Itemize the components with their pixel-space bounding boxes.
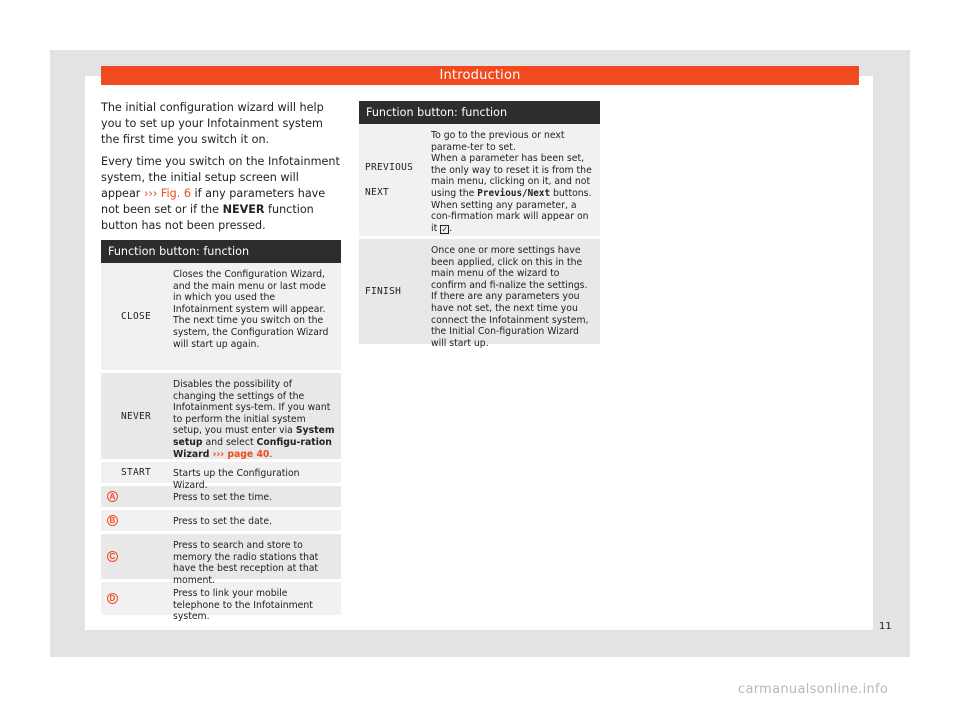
previous-next-buttons-ref: Previous/Next [477,187,551,199]
function-table-right [359,101,600,347]
previous-next-text-d: When setting any parameter, a con-firmation mark will appear on it [431,199,589,234]
intro-paragraph-2 [101,154,341,234]
finish-text-b: If there are any parameters you have not set, the next time you connect the Infotainment system, the Initial Con-figuration Wizard will start up. [431,291,589,349]
circled-letter-d-icon: D [107,593,118,604]
configuration-wizard-ref: Configu-ration Wizard [173,436,332,460]
intro-text-a: Every time you switch on the Infotainment system, the initial setup screen will appear [101,155,340,200]
circled-letter-b-icon: B [107,515,118,526]
table-row [101,534,341,586]
section-header: Introduction [101,66,859,85]
table-row [101,486,341,510]
never-description [171,373,341,459]
previous-next-key [359,124,429,236]
previous-next-text-c: buttons. [550,187,592,199]
finish-text-a: Once one or more settings have been applied, click on this in the main menu of the wizard to confirm and fi-nalize the settings. [431,245,588,291]
never-button-ref: NEVER [222,203,265,216]
button-c-description: Press to search and store to memory the radio stations that have the best reception at that moment. [173,540,319,586]
table-row [101,462,341,491]
table-row [359,124,600,239]
circled-letter-c-icon: C [107,551,118,562]
intro-text-c: function button has not been pressed. [101,203,314,232]
previous-next-text-b-wrap [431,153,594,199]
watermark: carmanualsonline.info [738,682,889,697]
intro-paragraph-1: The initial configuration wizard will help you to set up your Infotainment system the first time you switch it on. [101,101,324,146]
button-a-key [101,486,171,507]
button-d-description: Press to link your mobile telephone to the Infotainment system. [173,588,313,623]
page-number: 11 [879,621,892,632]
intro-text-b: if any parameters have not been set or if the [101,187,326,216]
table-row [101,373,341,462]
button-d-key [101,582,171,615]
function-table-left [101,240,341,623]
never-text-c: . [269,448,273,460]
previous-next-description [429,124,600,236]
start-description: Starts up the Configuration Wizard. [173,468,300,491]
never-key: NEVER [120,410,152,422]
close-description: Closes the Configuration Wizard, and the main menu or last mode in which you used the Infotainment system will appear. The next time you switch on the system, the Configuration Wizard will start up again. [173,269,329,350]
page-40-link[interactable]: ››› page 40 [209,448,270,460]
table-header: Function button: function [101,240,341,263]
system-setup-ref: System setup [173,425,335,448]
table-header: Function button: function [359,101,600,124]
previous-next-text-d-wrap: When setting any parameter, a con-firmation mark will appear on it ✓. [431,199,589,234]
button-b-description: Press to set the date. [173,516,273,527]
previous-key: PREVIOUS [365,162,414,173]
never-text-b: and select [202,436,257,448]
next-key: NEXT [365,187,390,198]
previous-next-text-a: To go to the previous or next parame-ter to set. [431,130,565,153]
circled-letter-a-icon: A [107,491,118,502]
start-key: START [120,467,152,478]
button-c-key [101,534,171,579]
never-text-a: Disables the possibility of changing the settings of the Infotainment sys-tem. If you want to perform the initial system setup, you must enter via [173,379,331,437]
finish-description [429,239,600,349]
table-row [101,582,341,623]
table-row [101,263,341,373]
close-key: CLOSE [120,311,152,322]
intro-text [101,100,341,240]
previous-next-text-b: When a parameter has been set, the only way to reset it is from the main menu, clicking on it, and not using the [431,153,592,199]
button-b-key [101,510,171,531]
checkbox-checked-icon: ✓ [441,224,449,234]
table-row [359,239,600,347]
fig-6-link[interactable]: ››› Fig. 6 [143,187,191,200]
finish-key: FINISH [365,286,402,297]
button-a-description: Press to set the time. [173,492,273,503]
table-row [101,510,341,534]
